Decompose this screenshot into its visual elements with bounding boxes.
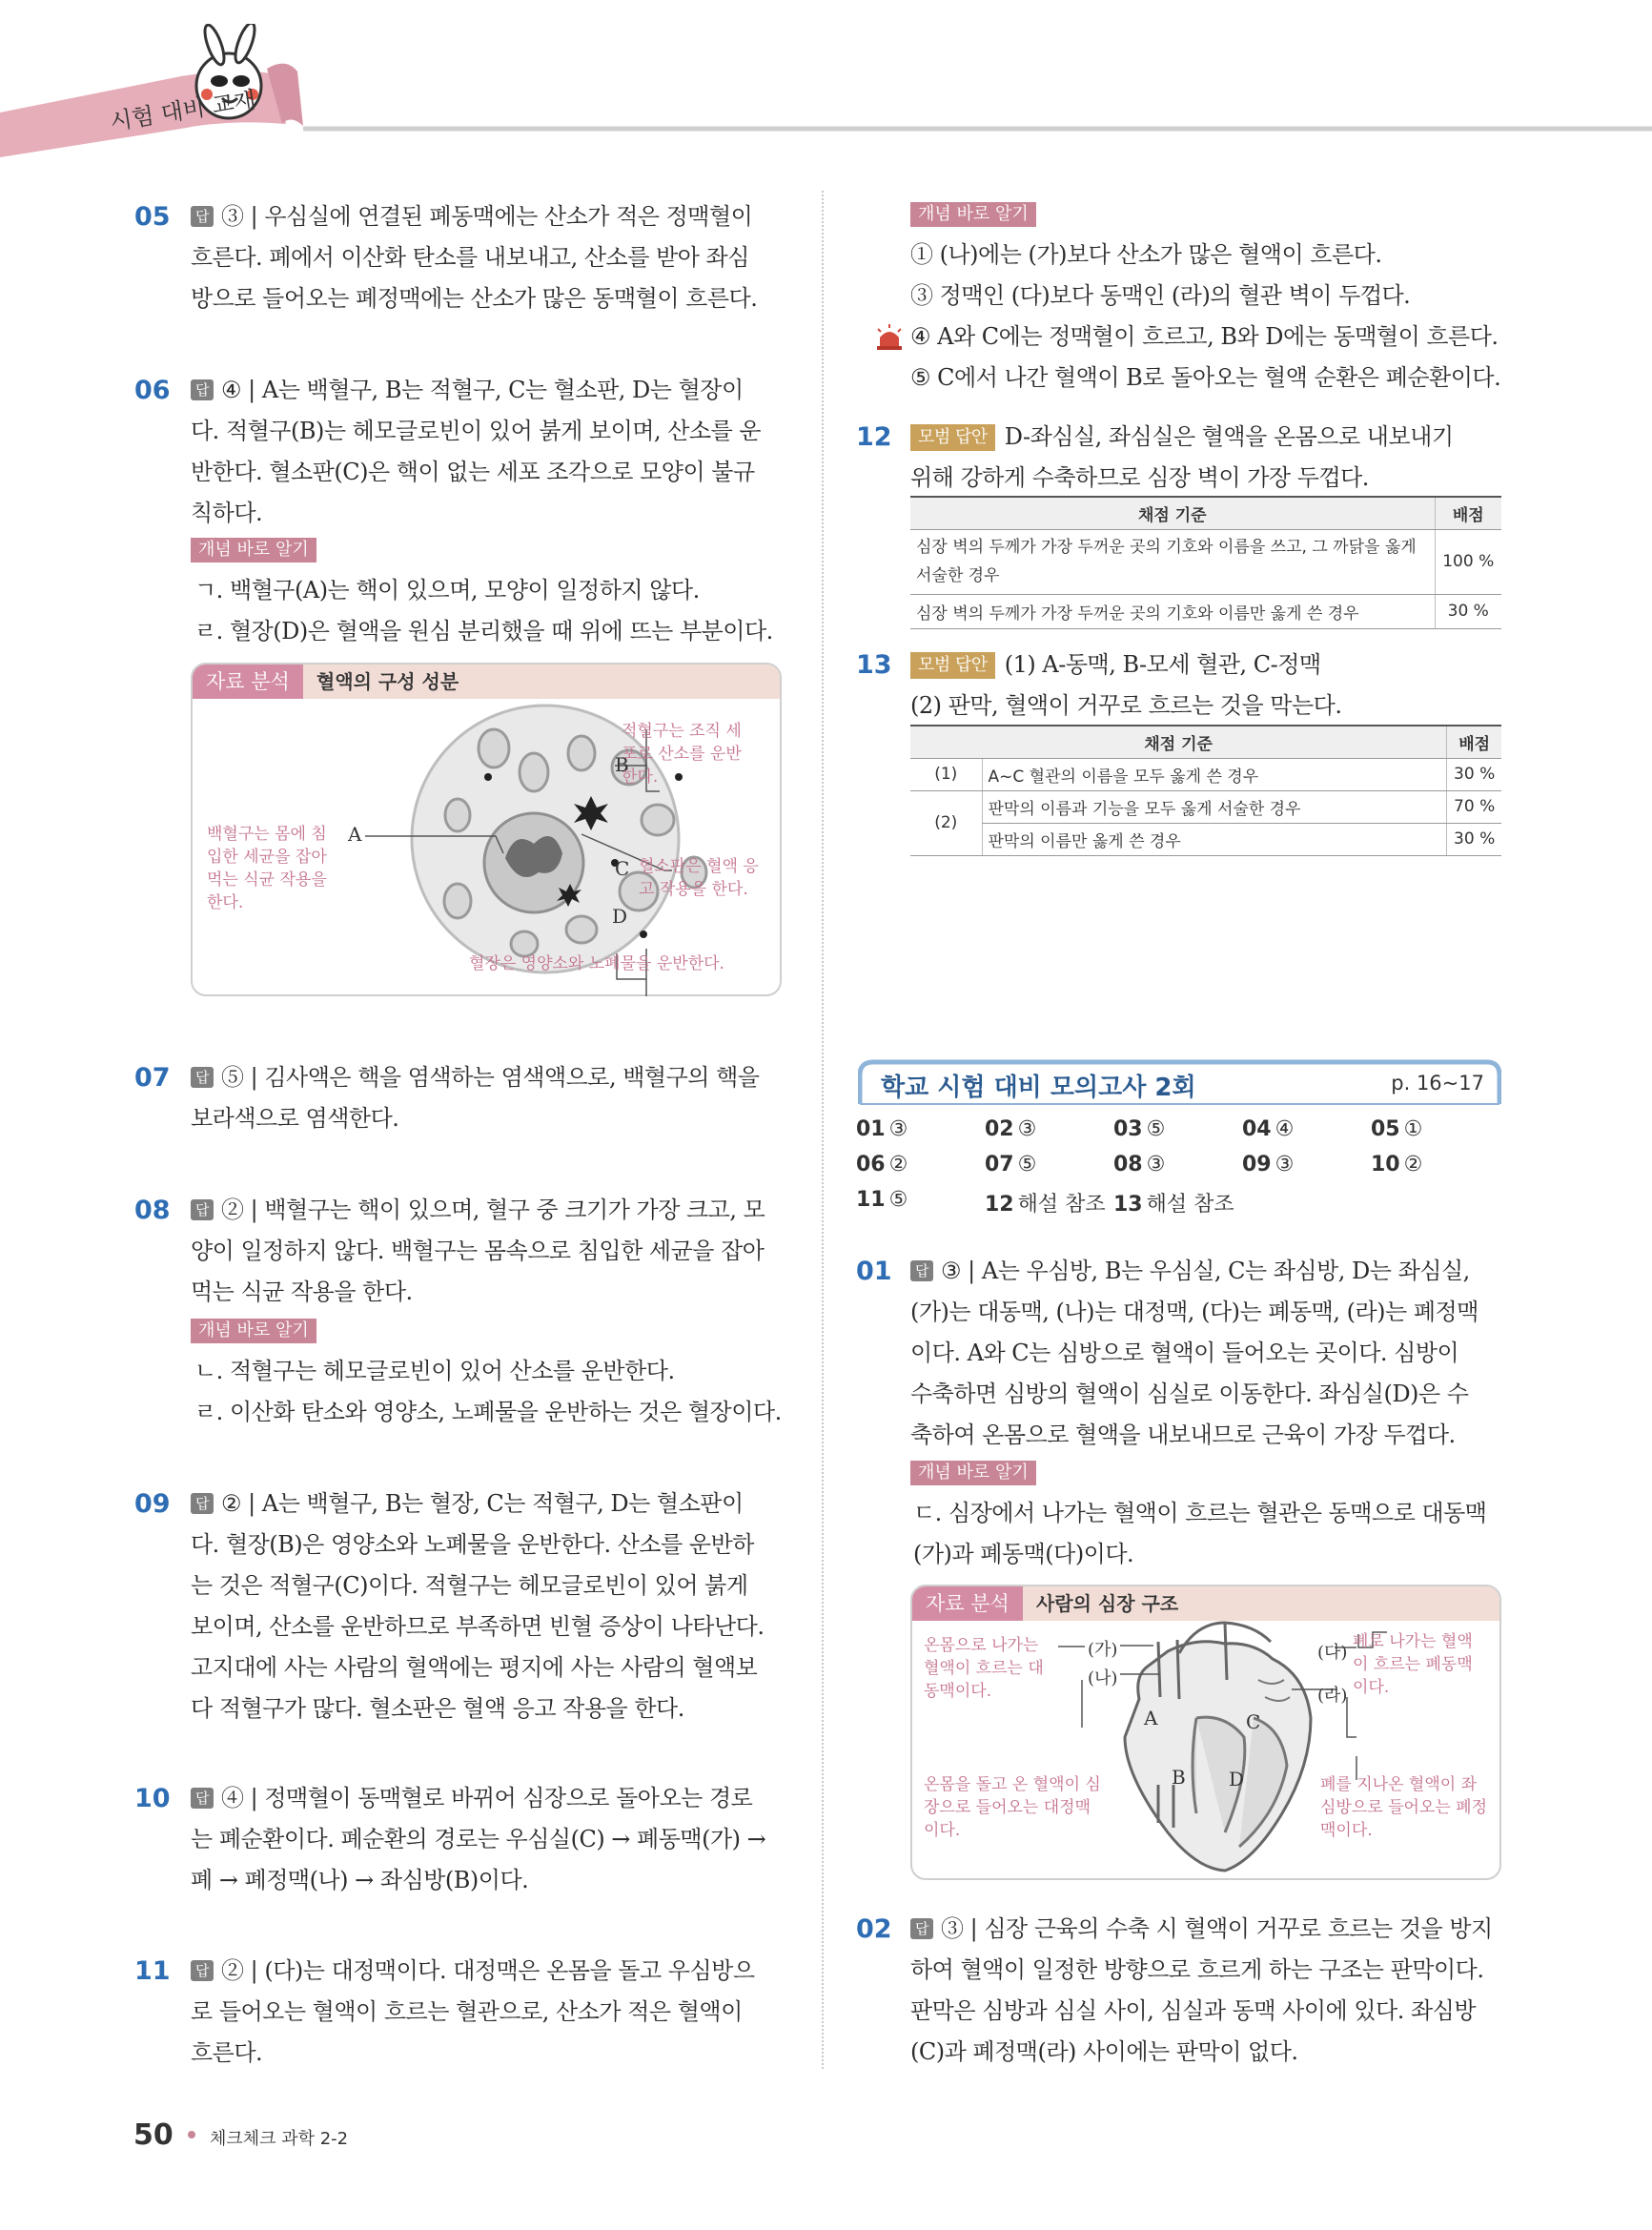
answer-key-item: 09 ③ <box>1242 1153 1295 1176</box>
page-number: 50 <box>133 2118 173 2152</box>
label-d: D <box>1229 1768 1245 1790</box>
answer-key-item: 12 해설 참조 <box>985 1193 1106 1217</box>
concept-tag: 개념 바로 알기 <box>191 538 316 563</box>
question-number: 02 <box>856 1914 892 1944</box>
answer-badge: 답 <box>191 1493 214 1514</box>
table-row: 심장 벽의 두께가 가장 두꺼운 곳의 기호와 이름을 쓰고, 그 까닭을 옳게 서술한 경우 100 % <box>910 529 1501 594</box>
table-header: 배점 <box>1435 497 1501 529</box>
question-number: 06 <box>134 376 171 405</box>
question-body: 답 ② | (다)는 대정맥이다. 대정맥은 온몸을 돌고 우심방으 로 들어오는 혈액이 흐르는 혈관으로, 산소가 적은 혈액이 흐른다. <box>191 1957 755 2066</box>
note-vena-cava: 온몸을 돌고 온 혈액이 심 장으로 들어오는 대정맥 이다. <box>924 1775 1101 1840</box>
answer-badge: 답 <box>910 1918 933 1939</box>
data-analysis-box-blood <box>191 663 782 996</box>
question-body: 답 ④ | 정맥혈이 동맥혈로 바뀌어 심장으로 돌아오는 경로 는 폐순환이다. 폐순환의 경로는 우심실(C) → 폐동맥(가) → 폐 → 폐정맥(나) → 좌심방(B)이다. <box>191 1785 766 1893</box>
mock-exam-header <box>858 1058 1501 1106</box>
answer-key-item: 07 ⑤ <box>985 1153 1037 1176</box>
label-c: C <box>615 857 630 880</box>
note-white-blood-cell: 백혈구는 몸에 침 입한 세균을 잡아 먹는 식균 작용을 한다. <box>207 825 327 912</box>
question-body: 답 ③ | 심장 근육의 수축 시 혈액이 거꾸로 흐르는 것을 방지 하여 혈액이 일정한 방향으로 흐르게 하는 구조는 판막이다. 판막은 심방과 심실 사이, 심실과 동맥 사이에 있다. 좌심방 (C)과 폐정맥(라) 사이에는 판막이 없다. <box>910 1915 1493 2065</box>
table-header: 채점 기준 <box>910 726 1447 758</box>
answer-key-item: 02 ③ <box>985 1117 1037 1141</box>
mock-exam-title: 학교 시험 대비 모의고사 2회 <box>881 1074 1196 1102</box>
note-pulmonary-artery: 폐로 나가는 혈액 이 흐르는 폐동맥 이다. <box>1353 1632 1473 1697</box>
answer-badge: 답 <box>191 1788 214 1809</box>
answer-key-item: 10 ② <box>1371 1153 1423 1176</box>
column-divider <box>822 191 824 2069</box>
question-body: 답 ③ | 우심실에 연결된 폐동맥에는 산소가 적은 정맥혈이 흐른다. 폐에서 이산화 탄소를 내보내고, 산소를 받아 좌심 방으로 들어오는 폐정맥에는 산소가 많은 동맥혈이 흐른다. <box>191 203 758 312</box>
question-number: 01 <box>856 1257 892 1286</box>
header-band <box>0 0 1652 162</box>
question-body: 답 ② | A는 백혈구, B는 혈장, C는 적혈구, D는 혈소판이 다. 혈장(B)은 영양소와 노폐물을 운반한다. 산소를 운반하 는 것은 적혈구(C)이다. 적혈구는 헤모글로빈이 있어 붉게 보이며, 산소를 운반하므로 부족하면 빈혈 증상이 나타난다. 고지대에 사는 사람의 혈액에는 평지에 사는 사람의 혈액보 다 적혈구가 많다. 혈소판은 혈액 응고 작용을 한다. <box>191 1490 765 1722</box>
alarm-icon <box>875 324 904 351</box>
table-row: 심장 벽의 두께가 가장 두꺼운 곳의 기호와 이름만 옳게 쓴 경우 30 % <box>910 594 1501 628</box>
table-header: 채점 기준 <box>910 497 1435 529</box>
question-body: 답 ③ | A는 우심방, B는 우심실, C는 좌심방, D는 좌심실, (가)는 대동맥, (나)는 대정맥, (다)는 폐동맥, (라)는 폐정맥 이다. A와 C는 심방으로 혈액이 들어오는 곳이다. 심방이 수축하면 심방의 혈액이 심실로 이동한다. 좌심실(D)은 수 축하여 온몸으로 혈액을 내보내므로 근육이 가장 두껍다. <box>910 1258 1479 1448</box>
concept-notes: ㄴ. 적혈구는 헤모글로빈이 있어 산소를 운반한다. ㄹ. 이산화 탄소와 영양소, 노폐물을 운반하는 것은 혈장이다. <box>194 1358 782 1425</box>
answer-badge: 답 <box>910 1260 933 1281</box>
analysis-tag: 자료 분석 <box>193 665 303 699</box>
header-band-label: 시험 대비 교재 <box>108 86 258 136</box>
data-analysis-box-heart <box>910 1585 1501 1880</box>
table-row: 판막의 이름만 옳게 쓴 경우 30 % <box>910 823 1501 855</box>
concept-notes: ㄱ. 백혈구(A)는 핵이 있으며, 모양이 일정하지 않다. ㄹ. 혈장(D)은 혈액을 원심 분리했을 때 위에 뜨는 부분이다. <box>194 577 773 644</box>
label-ra: (라) <box>1317 1686 1348 1706</box>
mock-exam-page-ref: p. 16~17 <box>1391 1072 1484 1095</box>
note-pulmonary-vein: 폐를 지나온 혈액이 좌 심방으로 들어오는 폐정 맥이다. <box>1320 1775 1488 1840</box>
question-body: 답 ② | 백혈구는 핵이 있으며, 혈구 중 크기가 가장 크고, 모 양이 일정하지 않다. 백혈구는 몸속으로 침입한 세균을 잡아 먹는 식균 작용을 한다. <box>191 1197 765 1305</box>
question-body: 답 ⑤ | 김사액은 핵을 염색하는 염색액으로, 백혈구의 핵을 보라색으로 염색한다. <box>191 1064 760 1132</box>
concept-notes: ① (나)에는 (가)보다 산소가 많은 혈액이 흐른다. ③ 정맥인 (다)보다 동맥인 (라)의 혈관 벽이 두껍다. ④ A와 C에는 정맥혈이 흐르고, B와 D에는 동맥혈이 흐른다. ⑤ C에서 나간 혈액이 B로 돌아오는 혈액 순환은 폐순환이다. <box>910 241 1501 391</box>
table-row: (1) A~C 혈관의 이름을 모두 옳게 쓴 경우 30 % <box>910 758 1501 790</box>
question-number: 13 <box>856 650 892 680</box>
answer-key-item: 05 ① <box>1371 1117 1423 1141</box>
label-b: B <box>1172 1766 1186 1789</box>
label-da: (다) <box>1317 1643 1348 1663</box>
concept-notes: ㄷ. 심장에서 나가는 혈액이 흐르는 혈관은 동맥으로 대동맥 (가)과 폐동맥(다)이다. <box>913 1500 1487 1567</box>
note-plasma: 혈장은 영양소와 노폐물을 운반한다. <box>469 954 724 973</box>
question-body: 답 ④ | A는 백혈구, B는 적혈구, C는 혈소판, D는 혈장이 다. 적혈구(B)는 헤모글로빈이 있어 붉게 보이며, 산소를 운 반한다. 혈소판(C)은 핵이 없는 세포 조각으로 모양이 불규 칙하다. <box>191 377 762 526</box>
scoring-table <box>910 725 1501 856</box>
analysis-title: 사람의 심장 구조 <box>1036 1592 1179 1615</box>
table-header: 배점 <box>1447 726 1501 758</box>
answer-badge: 답 <box>191 206 214 227</box>
answer-key-item: 08 ③ <box>1113 1153 1166 1176</box>
label-na: (나) <box>1088 1668 1118 1688</box>
label-a: A <box>348 823 362 846</box>
scoring-table <box>910 496 1501 629</box>
answer-key-item: 06 ② <box>856 1153 908 1176</box>
answer-key-item: 01 ③ <box>856 1117 908 1141</box>
concept-tag: 개념 바로 알기 <box>910 202 1036 227</box>
analysis-title: 혈액의 구성 성분 <box>316 670 459 693</box>
model-answer-badge: 모범 답안 <box>910 424 995 451</box>
label-d: D <box>612 905 628 928</box>
footer-bullet-icon <box>188 2131 195 2138</box>
question-number: 12 <box>856 422 892 452</box>
analysis-tag: 자료 분석 <box>912 1586 1023 1621</box>
question-number: 08 <box>134 1196 171 1225</box>
question-body: 모범 답안 D-좌심실, 좌심실은 혈액을 온몸으로 내보내기 위해 강하게 수축하므로 심장 벽이 가장 두껍다. <box>910 423 1454 491</box>
label-a: A <box>1144 1707 1158 1729</box>
question-number: 09 <box>134 1489 171 1519</box>
answer-badge: 답 <box>191 1067 214 1088</box>
question-number: 10 <box>134 1784 171 1813</box>
question-number: 05 <box>134 202 171 232</box>
concept-tag: 개념 바로 알기 <box>191 1319 316 1343</box>
note-platelet: 혈소판은 혈액 응 고 작용을 한다. <box>639 857 759 899</box>
question-body: 모범 답안 (1) A-동맥, B-모세 혈관, C-정맥 (2) 판막, 혈액이 거꾸로 흐르는 것을 막는다. <box>910 651 1342 719</box>
book-title: 체크체크 과학 2-2 <box>209 2129 349 2149</box>
note-aorta: 온몸으로 나가는 혈액이 흐르는 대 동맥이다. <box>924 1636 1044 1701</box>
label-b: B <box>615 753 629 776</box>
note-red-blood-cell: 적혈구는 조직 세 포로 산소를 운반 한다. <box>622 722 742 787</box>
question-number: 11 <box>134 1956 171 1986</box>
answer-badge: 답 <box>191 379 214 400</box>
question-number: 07 <box>134 1063 171 1093</box>
label-c: C <box>1246 1710 1261 1733</box>
answer-key-item: 04 ④ <box>1242 1117 1295 1141</box>
answer-badge: 답 <box>191 1960 214 1981</box>
answer-key-item: 11 ⑤ <box>856 1188 908 1212</box>
answer-badge: 답 <box>191 1199 214 1220</box>
footer <box>133 2118 348 2157</box>
table-row: (2) 판막의 이름과 기능을 모두 옳게 서술한 경우 70 % <box>910 790 1501 823</box>
label-ga: (가) <box>1088 1640 1118 1660</box>
concept-tag: 개념 바로 알기 <box>910 1461 1036 1485</box>
model-answer-badge: 모범 답안 <box>910 652 995 679</box>
answer-key-item: 03 ⑤ <box>1113 1117 1166 1141</box>
answer-key-item: 13 해설 참조 <box>1113 1193 1234 1217</box>
